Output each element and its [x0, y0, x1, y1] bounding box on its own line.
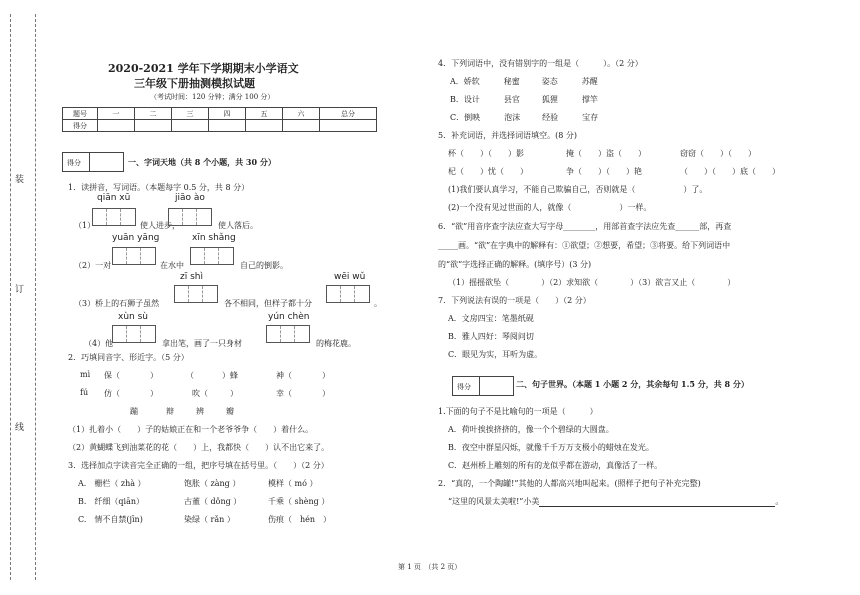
- q1-line4-text: 拿出笔，画了一只身材: [162, 339, 242, 348]
- q2-option: 辨: [196, 407, 204, 416]
- q2-item: 神（: [276, 371, 292, 380]
- answer-grid[interactable]: [190, 247, 234, 265]
- score-header: 三: [172, 108, 209, 120]
- answer-blank[interactable]: [539, 497, 775, 507]
- q2-pinyin: fú: [80, 388, 89, 397]
- q2-text: 2．巧填同音字、形近字。（5 分）: [68, 353, 189, 362]
- section2-title: 二、句子世界。（本题 1 小题 2 分，其余每句 1.5 分，共 8 分）: [516, 379, 749, 389]
- q1-line4-text: 的梅花鹿。: [316, 339, 356, 348]
- s2-q1-option: B．夜空中群星闪烁，就像千千万万支极小的蜡烛在发光。: [448, 443, 654, 452]
- q2-item: 吹（: [192, 389, 208, 398]
- scorebox-label: 得分: [67, 159, 81, 167]
- score-header: 二: [135, 108, 172, 120]
- q5-sentence2: (2)一个没有见过世面的人，就像（ ）一样。: [448, 203, 652, 212]
- q2-item: ）蜂: [222, 371, 238, 380]
- gutter-char-xian: 线: [15, 423, 25, 433]
- answer-grid[interactable]: [112, 325, 156, 343]
- q2-sentence2: （2）黄蝴蝶飞到油菜花的花（ ）上，我都快（ ）认不出它来了。: [68, 443, 330, 452]
- score-cell[interactable]: [98, 120, 135, 132]
- q3-option: 伤痕（ hén ）: [268, 515, 332, 524]
- q1-line1: （1）: [74, 221, 96, 230]
- s2-q1-option: A．荷叶挨挨挤挤的，像一个个碧绿的大圆盘。: [448, 425, 614, 434]
- q2-option: 辩: [166, 407, 174, 416]
- q2-item: 仿（: [104, 389, 120, 398]
- score-header: 总分: [320, 108, 377, 120]
- q4-option-b: B．设计 县官 狐狸 撑竿: [450, 95, 598, 104]
- score-cell[interactable]: [135, 120, 172, 132]
- q5-idiom: 窃窃（ ）（ ）: [680, 149, 756, 158]
- q5-text: 5．补充词语，并选择词语填空。(8 分): [438, 131, 577, 140]
- q1-line2-text: 在水中: [160, 261, 184, 270]
- q2-option: 瓣: [226, 407, 234, 416]
- q6-line3: 的“欲”字选择正确的解释。(填序号）(3 分): [438, 260, 592, 269]
- q3-option: C. 情不自禁(jīn): [78, 515, 143, 524]
- pinyin: qiān xū: [97, 193, 131, 203]
- q1-line3-text: 。: [374, 299, 382, 308]
- score-cell[interactable]: [246, 120, 283, 132]
- q2-item: ）: [230, 389, 238, 398]
- q2-item: ）: [322, 371, 330, 380]
- answer-grid[interactable]: [326, 285, 370, 303]
- answer-grid[interactable]: [112, 247, 156, 265]
- section2-scorebox: [452, 376, 514, 396]
- q2-sentence1: （1）扎着小（ ）子的姑娘正在和一个老爷爷争（ ）着什么。: [68, 425, 314, 434]
- answer-grid[interactable]: [92, 208, 136, 226]
- q5-idiom: 争（ ）（ ）艳: [566, 167, 642, 176]
- pinyin: yún chèn: [268, 312, 310, 322]
- q7-option: C．眼见为实，耳听为虚。: [448, 350, 543, 359]
- exam-subtitle: （考试时间：120 分钟；满分 100 分）: [150, 93, 275, 101]
- q2-item: 幸（: [276, 389, 292, 398]
- q1-line3-text: 各不相同，但样子都十分: [224, 299, 312, 308]
- q2-item: ）: [150, 389, 158, 398]
- q3-option: B. 纤细（qiān）: [78, 497, 145, 506]
- score-header: 六: [283, 108, 320, 120]
- q1-text: 1．读拼音，写词语。（本题每字 0.5 分，共 8 分）: [68, 183, 250, 192]
- q2-option: 蹦: [130, 407, 138, 416]
- q4-option-a: A．娇软 秘蜜 姿态 苏醒: [450, 77, 598, 86]
- score-cell[interactable]: [172, 120, 209, 132]
- q4-option-c: C．倒映 泡沫 经验 宝存: [450, 113, 599, 122]
- score-cell[interactable]: [283, 120, 320, 132]
- binding-gutter: [10, 14, 36, 580]
- pinyin: xùn sù: [118, 312, 148, 322]
- q3-option: 千乘（ shèng ）: [268, 497, 330, 506]
- s2-q2-text: 2．“真的，一个陶罐!”其他的人都高兴地叫起来。(照样子把句子补充完整): [438, 479, 701, 488]
- answer-grid[interactable]: [168, 208, 212, 226]
- gutter-char-ding: 订: [15, 285, 25, 295]
- q6-line4: （1）摇摇欲坠（ ）（2）求知欲（ ）（3）欲言又止（ ）: [448, 278, 736, 287]
- page-footer: 第 1 页 （共 2 页）: [398, 563, 462, 571]
- q5-idiom: （ ）（ ）底（ ）: [680, 167, 780, 176]
- q7-option: A．文房四宝：笔墨纸砚: [448, 314, 534, 323]
- q3-option: 古董（ dǒng ）: [184, 497, 242, 506]
- s2-q2-answer-line: “这里的风景太美啦!”小美 。: [448, 497, 784, 506]
- section1-scorebox: [62, 152, 124, 172]
- section1-title: 一、字词天地（共 8 个小题，共 30 分）: [128, 157, 276, 167]
- q2-item: ）: [322, 389, 330, 398]
- q7-text: 7．下列说法有误的一项是（ ）（2 分）: [438, 296, 591, 305]
- exam-title-line1: 2020-2021 学年下学期期末小学语文: [108, 62, 299, 75]
- q1-line4-text: （4）他: [84, 339, 114, 348]
- q2-item: ）: [150, 371, 158, 380]
- pinyin: zī shì: [180, 272, 203, 282]
- score-cell[interactable]: [209, 120, 246, 132]
- gutter-char-zhuang: 装: [15, 175, 25, 185]
- q1-line1-text: 使人落后。: [218, 221, 258, 230]
- q2-pinyin: mì: [80, 370, 91, 379]
- pinyin: xīn shǎng: [192, 233, 236, 243]
- q5-idiom: 杞（ ）忧（ ）: [448, 167, 528, 176]
- score-table: [62, 107, 377, 132]
- q5-idiom: 掩（ ）盗（ ）: [566, 149, 646, 158]
- q7-option: B．雅人四好：琴阅问切: [448, 332, 534, 341]
- q3-option: 模样（ mó ）: [268, 479, 318, 488]
- score-header: 一: [98, 108, 135, 120]
- s2-q1-option: C．赵州桥上雕刻的所有的龙似乎都在游动，真像活了一样。: [448, 461, 663, 470]
- exam-title-line2: 三年级下册抽测模拟试题: [134, 77, 255, 90]
- score-row-label: 得分: [63, 120, 98, 132]
- q5-idiom: 杯（ ）（ ）影: [448, 149, 524, 158]
- score-header: 四: [209, 108, 246, 120]
- q2-item: （: [186, 371, 194, 380]
- pinyin: jiāo ào: [175, 193, 205, 203]
- q1-line3-text: （3）桥上的石狮子虽然: [74, 299, 160, 308]
- q3-option: 饱胀（ zàng ）: [184, 479, 241, 488]
- q1-line1-text: 使人进步，: [140, 221, 180, 230]
- pinyin: yuān yāng: [112, 233, 160, 243]
- answer-grid[interactable]: [174, 285, 218, 303]
- score-header: 题号: [63, 108, 98, 120]
- q1-line2-text: （2）一对: [74, 261, 112, 270]
- q5-sentence1: (1)我们要认真学习，不能自己欺骗自己，否则就是（ ）了。: [448, 185, 708, 194]
- q6-line2: _____画。“欲”在字典中的解释有：①欲望；②想要，希望；③将要。给下列词语中: [438, 241, 731, 250]
- q2-item: 保（: [104, 371, 120, 380]
- answer-grid[interactable]: [266, 325, 310, 343]
- q3-option: 染绿（ rǎn ）: [184, 515, 235, 524]
- scorebox-label: 得分: [457, 383, 471, 391]
- pinyin: wēi wǔ: [334, 272, 366, 282]
- score-header: 五: [246, 108, 283, 120]
- q3-text: 3．选择加点字读音完全正确的一组，把序号填在括号里。（ ）（2 分）: [68, 461, 329, 470]
- q3-option: A. 栅栏（ zhà ）: [78, 479, 146, 488]
- score-cell[interactable]: [320, 120, 377, 132]
- s2-q1-text: 1.下面的句子不是比喻句的一项是（ ）: [438, 407, 598, 416]
- q1-line2-text: 自己的倒影。: [240, 261, 288, 270]
- q6-line1: 6．“欲”用音序查字法应查大写字母________，用部首查字法应先查______部，再查: [438, 222, 732, 231]
- q4-text: 4．下列词语中，没有错别字的一组是（ ）。（2 分）: [438, 59, 643, 68]
